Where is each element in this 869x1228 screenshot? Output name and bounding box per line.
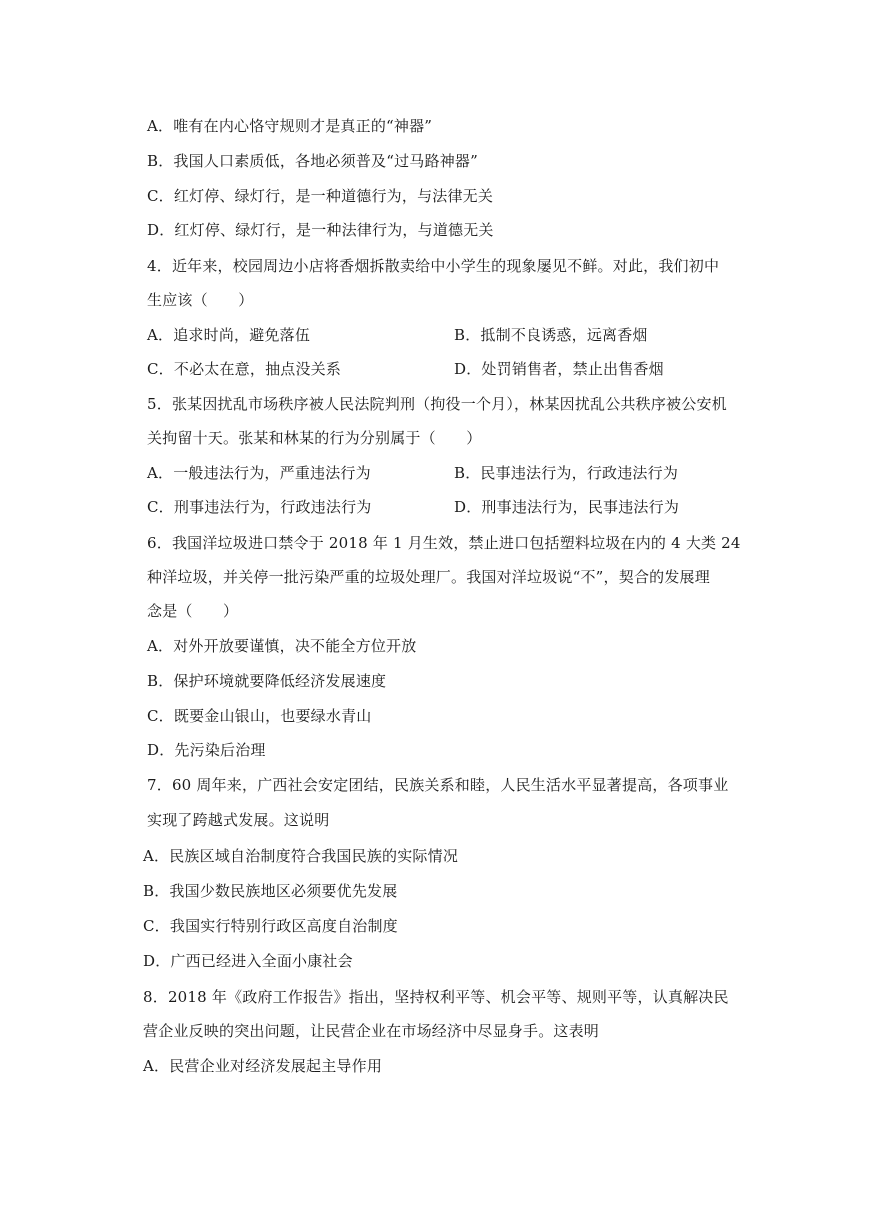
q5-stem-line-1: 5．张某因扰乱市场秩序被人民法院判刑（拘役一个月），林某因扰乱公共秩序被公安机 [147,395,727,413]
prev-question-option-d: D．红灯停、绿灯行，是一种法律行为，与道德无关 [147,221,494,239]
q5-stem-line-2: 关拘留十天。张某和林某的行为分别属于（ ） [147,429,482,447]
q7-option-b: B．我国少数民族地区必须要优先发展 [143,882,398,900]
q6-stem-line-1: 6．我国洋垃圾进口禁令于 2018 年 1 月生效，禁止进口包括塑料垃圾在内的 4 大类 24 [147,534,741,552]
q5-option-d: D．刑事违法行为，民事违法行为 [454,498,680,516]
q6-stem-line-3: 念是（ ） [147,602,239,620]
q5-option-a: A．一般违法行为，严重违法行为 [147,464,371,482]
q4-stem-line-1: 4．近年来，校园周边小店将香烟拆散卖给中小学生的现象屡见不鲜。对此，我们初中 [147,257,720,275]
q6-option-c: C．既要金山银山，也要绿水青山 [147,707,372,725]
q4-option-d: D．处罚销售者，禁止出售香烟 [454,360,664,378]
prev-question-option-c: C．红灯停、绿灯行，是一种道德行为，与法律无关 [147,187,494,205]
prev-question-option-a: A．唯有在内心恪守规则才是真正的“神器” [147,117,433,135]
q7-stem-line-2: 实现了跨越式发展。这说明 [147,811,330,829]
q7-stem-line-1: 7．60 周年来，广西社会安定团结，民族关系和睦，人民生活水平显著提高，各项事业 [147,776,729,794]
q4-stem-line-2: 生应该（ ） [147,291,254,309]
q6-option-a: A．对外开放要谨慎，决不能全方位开放 [147,637,417,655]
q7-option-d: D．广西已经进入全面小康社会 [143,952,353,970]
q5-option-b: B．民事违法行为，行政违法行为 [454,464,679,482]
q6-option-b: B．保护环境就要降低经济发展速度 [147,672,387,690]
q6-stem-line-2: 种洋垃圾，并关停一批污染严重的垃圾处理厂。我国对洋垃圾说“不”，契合的发展理 [147,568,710,586]
prev-question-option-b: B．我国人口素质低，各地必须普及“过马路神器” [147,152,478,170]
q7-option-a: A．民族区域自治制度符合我国民族的实际情况 [143,847,459,865]
q4-option-a: A．追求时尚，避免落伍 [147,326,311,344]
q5-option-c: C．刑事违法行为，行政违法行为 [147,498,372,516]
q6-option-d: D．先污染后治理 [147,741,266,759]
q8-option-a: A．民营企业对经济发展起主导作用 [143,1057,383,1075]
q4-option-c: C．不必太在意，抽点没关系 [147,360,342,378]
q8-stem-line-2: 营企业反映的突出问题，让民营企业在市场经济中尽显身手。这表明 [143,1022,600,1040]
q8-stem-line-1: 8．2018 年《政府工作报告》指出，坚持权利平等、机会平等、规则平等，认真解决民 [143,988,729,1006]
q4-option-b: B．抵制不良诱惑，远离香烟 [454,326,648,344]
q7-option-c: C．我国实行特别行政区高度自治制度 [143,917,398,935]
